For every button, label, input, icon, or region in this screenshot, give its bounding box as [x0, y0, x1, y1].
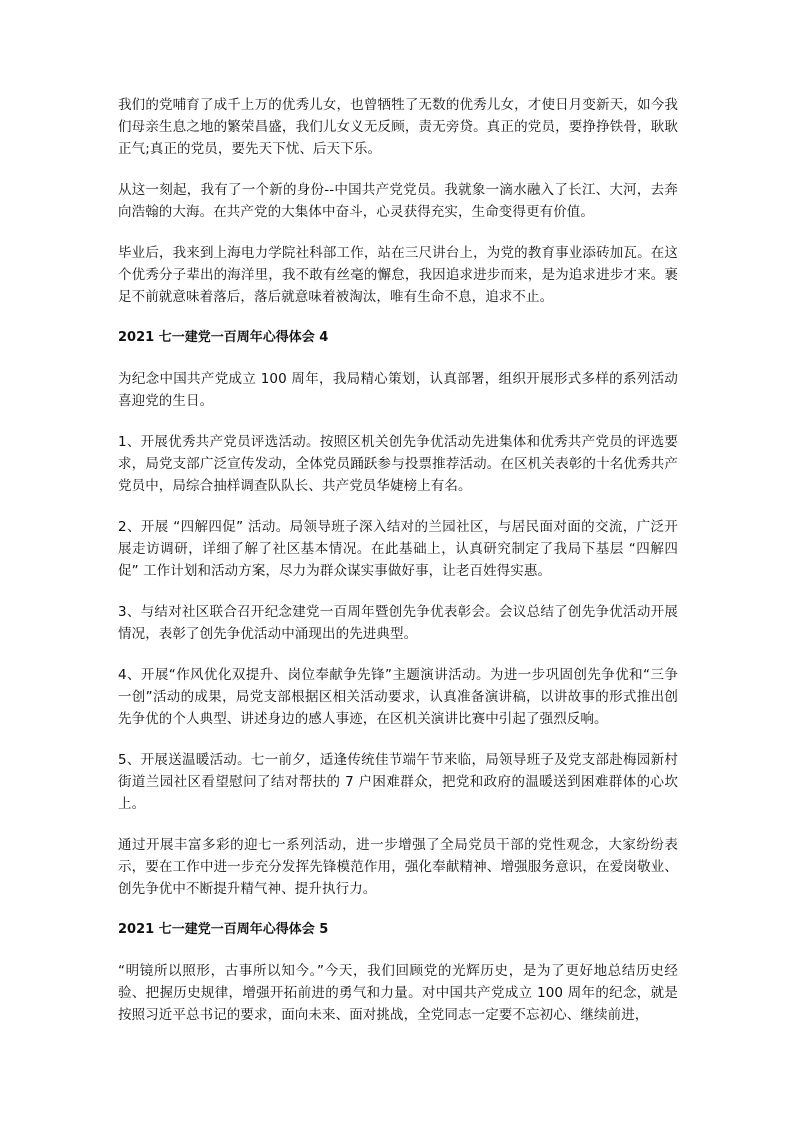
paragraph-1: 我们的党哺育了成千上万的优秀儿女，也曾牺牲了无数的优秀儿女，才使日月变新天，如今我们母亲生息之地的繁荣昌盛，我们儿女义无反顾，责无旁贷。真正的党员，要挣挣铁骨，耿耿正气;真正的党员，要先天下忧、后天下乐。 — [118, 97, 678, 157]
section-heading-4: 2021 七一建党一百周年心得体会 4 — [118, 330, 329, 345]
document-body — [118, 94, 678, 1026]
paragraph-3: 毕业后，我来到上海电力学院社科部工作，站在三尺讲台上，为党的教育事业添砖加瓦。在这个优秀分子辈出的海洋里，我不敢有丝毫的懈怠，我因追求进步而来，是为追求进步才来。裹足不前就意味着落后，落后就意味着被淘汰，唯有生命不息，追求不止。 — [118, 245, 678, 305]
paragraph-intro-4: 为纪念中国共产党成立 100 周年，我局精心策划，认真部署，组织开展形式多样的系列活动喜迎党的生日。 — [118, 371, 678, 409]
list-item-2: 2、开展 “四解四促” 活动。局领导班子深入结对的兰园社区，与居民面对面的交流，广泛开展走访调研，详细了解了社区基本情况。在此基础上，认真研究制定了我局下基层 “四解四促” 工作计划和活动方案，尽力为群众谋实事做好事，让老百姓得实惠。 — [118, 519, 678, 579]
paragraph-2: 从这一刻起，我有了一个新的身份--中国共产党党员。我就象一滴水融入了长江、大河，去奔向浩翰的大海。在共产党的大集体中奋斗，心灵获得充实，生命变得更有价值。 — [118, 182, 678, 220]
list-item-4: 4、开展“作风优化双提升、岗位奉献争先锋”主题演讲活动。为进一步巩固创先争优和“三争一创”活动的成果，局党支部根据区相关活动要求，认真准备演讲稿，以讲故事的形式推出创先争优的个人典型、讲述身边的感人事迹，在区机关演讲比赛中引起了强烈反响。 — [118, 667, 678, 727]
paragraph-intro-5: “明镜所以照形，古事所以知今。”今天，我们回顾党的光辉历史，是为了更好地总结历史经验、把握历史规律，增强开拓前进的勇气和力量。对中国共产党成立 100 周年的纪念，就是按照习近平总书记的要求，面向未来、面对挑战，全党同志一定要不忘初心、继续前进， — [118, 963, 678, 1023]
paragraph-conclusion-4: 通过开展丰富多彩的迎七一系列活动，进一步增强了全局党员干部的党性观念，大家纷纷表示，要在工作中进一步充分发挥先锋模范作用，强化奉献精神、增强服务意识，在爱岗敬业、创先争优中不断提升精气神、提升执行力。 — [118, 837, 678, 897]
list-item-5: 5、开展送温暖活动。七一前夕，适逢传统佳节端午节来临，局领导班子及党支部赴梅园新村街道兰园社区看望慰问了结对帮扶的 7 户困难群众，把党和政府的温暖送到困难群体的心坎上。 — [118, 752, 678, 812]
list-item-3: 3、与结对社区联合召开纪念建党一百周年暨创先争优表彰会。会议总结了创先争优活动开展情况，表彰了创先争优活动中涌现出的先进典型。 — [118, 604, 678, 642]
section-heading-5: 2021 七一建党一百周年心得体会 5 — [118, 922, 329, 937]
list-item-1: 1、开展优秀共产党员评选活动。按照区机关创先争优活动先进集体和优秀共产党员的评选要求，局党支部广泛宣传发动，全体党员踊跃参与投票推荐活动。在区机关表彰的十名优秀共产党员中，局综合抽样调查队队长、共产党员华婕榜上有名。 — [118, 434, 678, 494]
